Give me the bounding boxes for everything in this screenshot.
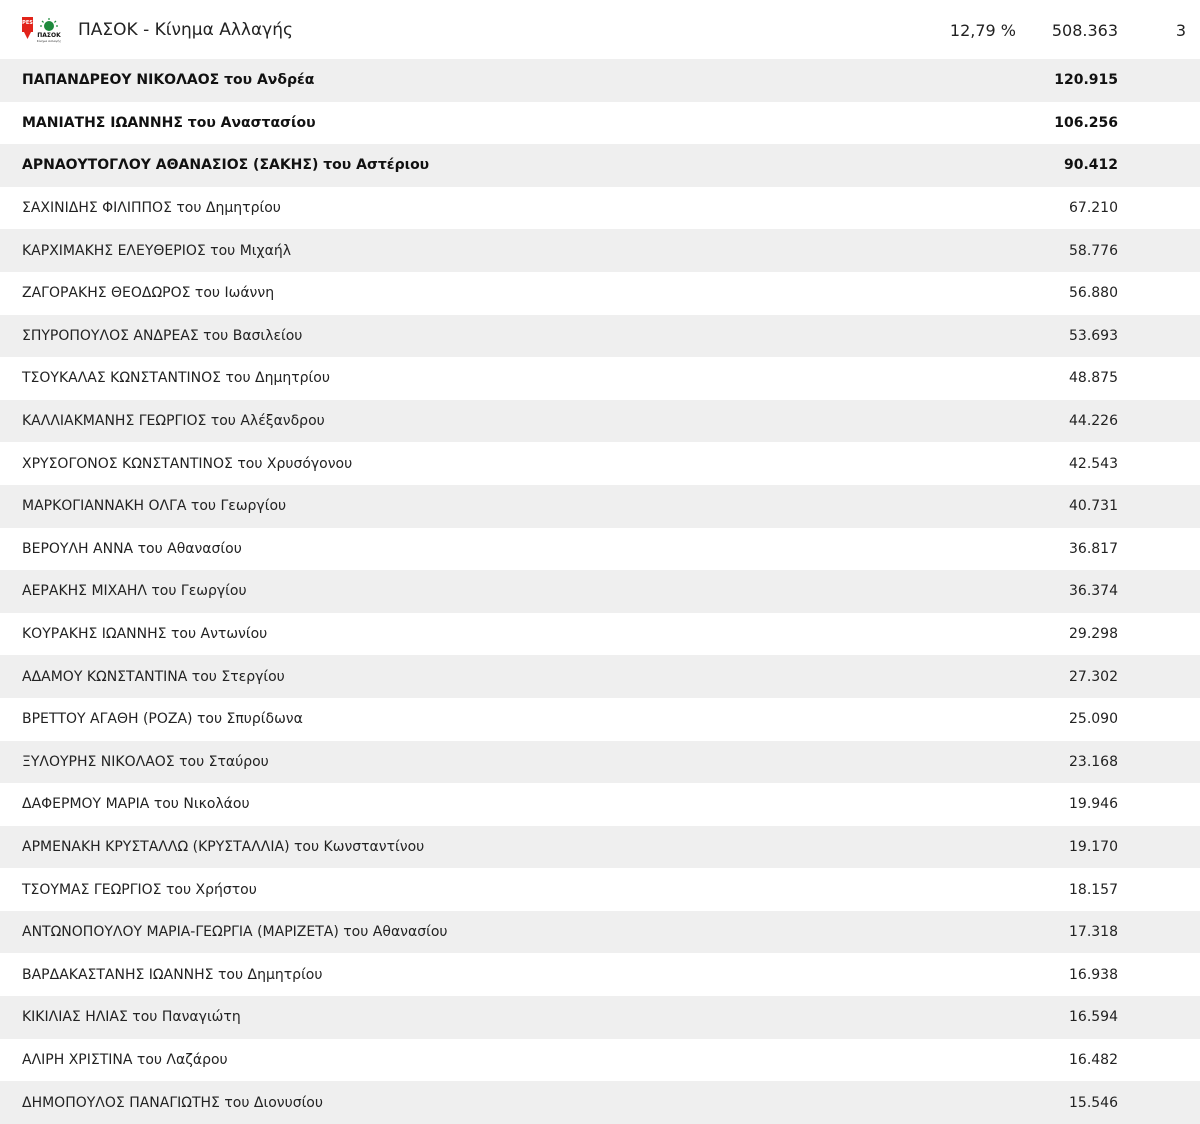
candidate-votes: 17.318	[1069, 924, 1118, 941]
candidate-name: ΑΕΡΑΚΗΣ ΜΙΧΑΗΛ του Γεωργίου	[22, 583, 247, 600]
candidate-votes: 48.875	[1069, 370, 1118, 387]
candidate-votes: 42.543	[1069, 455, 1118, 472]
candidate-name: ΚΟΥΡΑΚΗΣ ΙΩΑΝΝΗΣ του Αντωνίου	[22, 626, 268, 643]
candidate-row[interactable]	[0, 102, 1200, 145]
candidate-votes: 16.938	[1069, 966, 1118, 983]
candidate-votes: 40.731	[1069, 498, 1118, 515]
party-header[interactable]	[0, 0, 1200, 59]
candidate-name: ΚΑΛΛΙΑΚΜΑΝΗΣ ΓΕΩΡΓΙΟΣ του Αλέξανδρου	[22, 413, 325, 430]
candidate-row[interactable]	[0, 1039, 1200, 1082]
logo-pes-text: PES	[22, 20, 33, 26]
candidate-row[interactable]	[0, 1081, 1200, 1124]
candidate-name: ΒΑΡΔΑΚΑΣΤΑΝΗΣ ΙΩΑΝΝΗΣ του Δημητρίου	[22, 966, 323, 983]
candidate-row[interactable]	[0, 400, 1200, 443]
candidate-row[interactable]	[0, 187, 1200, 230]
candidate-row[interactable]	[0, 485, 1200, 528]
candidate-votes: 16.482	[1069, 1051, 1118, 1068]
candidate-votes: 90.412	[1063, 157, 1118, 174]
candidate-row[interactable]	[0, 272, 1200, 315]
candidate-row[interactable]	[0, 698, 1200, 741]
candidate-votes: 23.168	[1069, 753, 1118, 770]
candidate-list	[0, 59, 1200, 1124]
party-seats: 3	[1175, 21, 1186, 40]
candidate-name: ΠΑΠΑΝΔΡΕΟΥ ΝΙΚΟΛΑΟΣ του Ανδρέα	[22, 72, 315, 89]
candidate-name: ΔΑΦΕΡΜΟΥ ΜΑΡΙΑ του Νικολάου	[22, 796, 250, 813]
candidate-votes: 106.256	[1054, 114, 1118, 131]
candidate-name: ΤΣΟΥΜΑΣ ΓΕΩΡΓΙΟΣ του Χρήστου	[22, 881, 257, 898]
candidate-row[interactable]	[0, 741, 1200, 784]
candidate-name: ΜΑΝΙΑΤΗΣ ΙΩΑΝΝΗΣ του Αναστασίου	[22, 114, 316, 131]
pasok-logo-icon	[22, 17, 66, 43]
candidate-votes: 36.817	[1069, 540, 1118, 557]
candidate-votes: 67.210	[1069, 200, 1118, 217]
candidate-row[interactable]	[0, 229, 1200, 272]
candidate-row[interactable]	[0, 826, 1200, 869]
candidate-row[interactable]	[0, 783, 1200, 826]
candidate-name: ΑΡΝΑΟΥΤΟΓΛΟΥ ΑΘΑΝΑΣΙΟΣ (ΣΑΚΗΣ) του Αστέριου	[22, 157, 430, 174]
candidate-name: ΚΑΡΧΙΜΑΚΗΣ ΕΛΕΥΘΕΡΙΟΣ του Μιχαήλ	[22, 242, 291, 259]
logo-name-text: ΠΑΣΟΚ	[37, 32, 61, 39]
candidate-row[interactable]	[0, 996, 1200, 1039]
candidate-name: ΒΡΕΤΤΟΥ ΑΓΑΘΗ (ΡΟΖΑ) του Σπυρίδωνα	[22, 711, 303, 728]
candidate-name: ΚΙΚΙΛΙΑΣ ΗΛΙΑΣ του Παναγιώτη	[22, 1009, 241, 1026]
candidate-name: ΑΛΙΡΗ ΧΡΙΣΤΙΝΑ του Λαζάρου	[22, 1051, 228, 1068]
candidate-row[interactable]	[0, 655, 1200, 698]
candidate-row[interactable]	[0, 528, 1200, 571]
candidate-votes: 56.880	[1069, 285, 1118, 302]
candidate-votes: 16.594	[1069, 1009, 1118, 1026]
candidate-name: ΞΥΛΟΥΡΗΣ ΝΙΚΟΛΑΟΣ του Σταύρου	[22, 753, 269, 770]
candidate-name: ΔΗΜΟΠΟΥΛΟΣ ΠΑΝΑΓΙΩΤΗΣ του Διονυσίου	[22, 1094, 323, 1111]
logo-sub-text: Κίνημα Αλλαγής	[36, 39, 62, 43]
candidate-name: ΣΠΥΡΟΠΟΥΛΟΣ ΑΝΔΡΕΑΣ του Βασιλείου	[22, 327, 303, 344]
candidate-row[interactable]	[0, 570, 1200, 613]
candidate-votes: 58.776	[1069, 242, 1118, 259]
candidate-name: ΖΑΓΟΡΑΚΗΣ ΘΕΟΔΩΡΟΣ του Ιωάννη	[22, 285, 275, 302]
candidate-name: ΒΕΡΟΥΛΗ ΑΝΝΑ του Αθανασίου	[22, 540, 242, 557]
candidate-row[interactable]	[0, 59, 1200, 102]
candidate-votes: 15.546	[1069, 1094, 1118, 1111]
green-sun-icon	[40, 18, 58, 31]
candidate-votes: 27.302	[1069, 668, 1118, 685]
candidate-name: ΣΑΧΙΝΙΔΗΣ ΦΙΛΙΠΠΟΣ του Δημητρίου	[22, 200, 281, 217]
candidate-votes: 19.170	[1069, 838, 1118, 855]
candidate-row[interactable]	[0, 357, 1200, 400]
party-percent: 12,79 %	[949, 21, 1016, 40]
party-name: ΠΑΣΟΚ - Κίνημα Αλλαγής	[78, 20, 293, 40]
candidate-name: ΧΡΥΣΟΓΟΝΟΣ ΚΩΝΣΤΑΝΤΙΝΟΣ του Χρυσόγονου	[22, 455, 353, 472]
candidate-row[interactable]	[0, 953, 1200, 996]
candidate-name: ΤΣΟΥΚΑΛΑΣ ΚΩΝΣΤΑΝΤΙΝΟΣ του Δημητρίου	[22, 370, 330, 387]
candidate-name: ΑΝΤΩΝΟΠΟΥΛΟΥ ΜΑΡΙΑ-ΓΕΩΡΓΙΑ (ΜΑΡΙΖΕΤΑ) του Αθανασίου	[22, 924, 448, 941]
candidate-row[interactable]	[0, 911, 1200, 954]
candidate-row[interactable]	[0, 315, 1200, 358]
party-votes: 508.363	[1051, 21, 1118, 40]
candidate-votes: 44.226	[1069, 413, 1118, 430]
candidate-name: ΜΑΡΚΟΓΙΑΝΝΑΚΗ ΟΛΓΑ του Γεωργίου	[22, 498, 287, 515]
candidate-row[interactable]	[0, 613, 1200, 656]
candidate-row[interactable]	[0, 868, 1200, 911]
candidate-row[interactable]	[0, 442, 1200, 485]
candidate-votes: 19.946	[1069, 796, 1118, 813]
candidate-votes: 18.157	[1069, 881, 1118, 898]
candidate-row[interactable]	[0, 144, 1200, 187]
candidate-votes: 29.298	[1069, 626, 1118, 643]
candidate-votes: 25.090	[1069, 711, 1118, 728]
candidate-votes: 53.693	[1069, 327, 1118, 344]
candidate-name: ΑΔΑΜΟΥ ΚΩΝΣΤΑΝΤΙΝΑ του Στεργίου	[22, 668, 285, 685]
candidate-votes: 120.915	[1054, 72, 1118, 89]
candidate-name: ΑΡΜΕΝΑΚΗ ΚΡΥΣΤΑΛΛΩ (ΚΡΥΣΤΑΛΛΙΑ) του Κωνσταντίνου	[22, 838, 425, 855]
candidate-votes: 36.374	[1069, 583, 1118, 600]
